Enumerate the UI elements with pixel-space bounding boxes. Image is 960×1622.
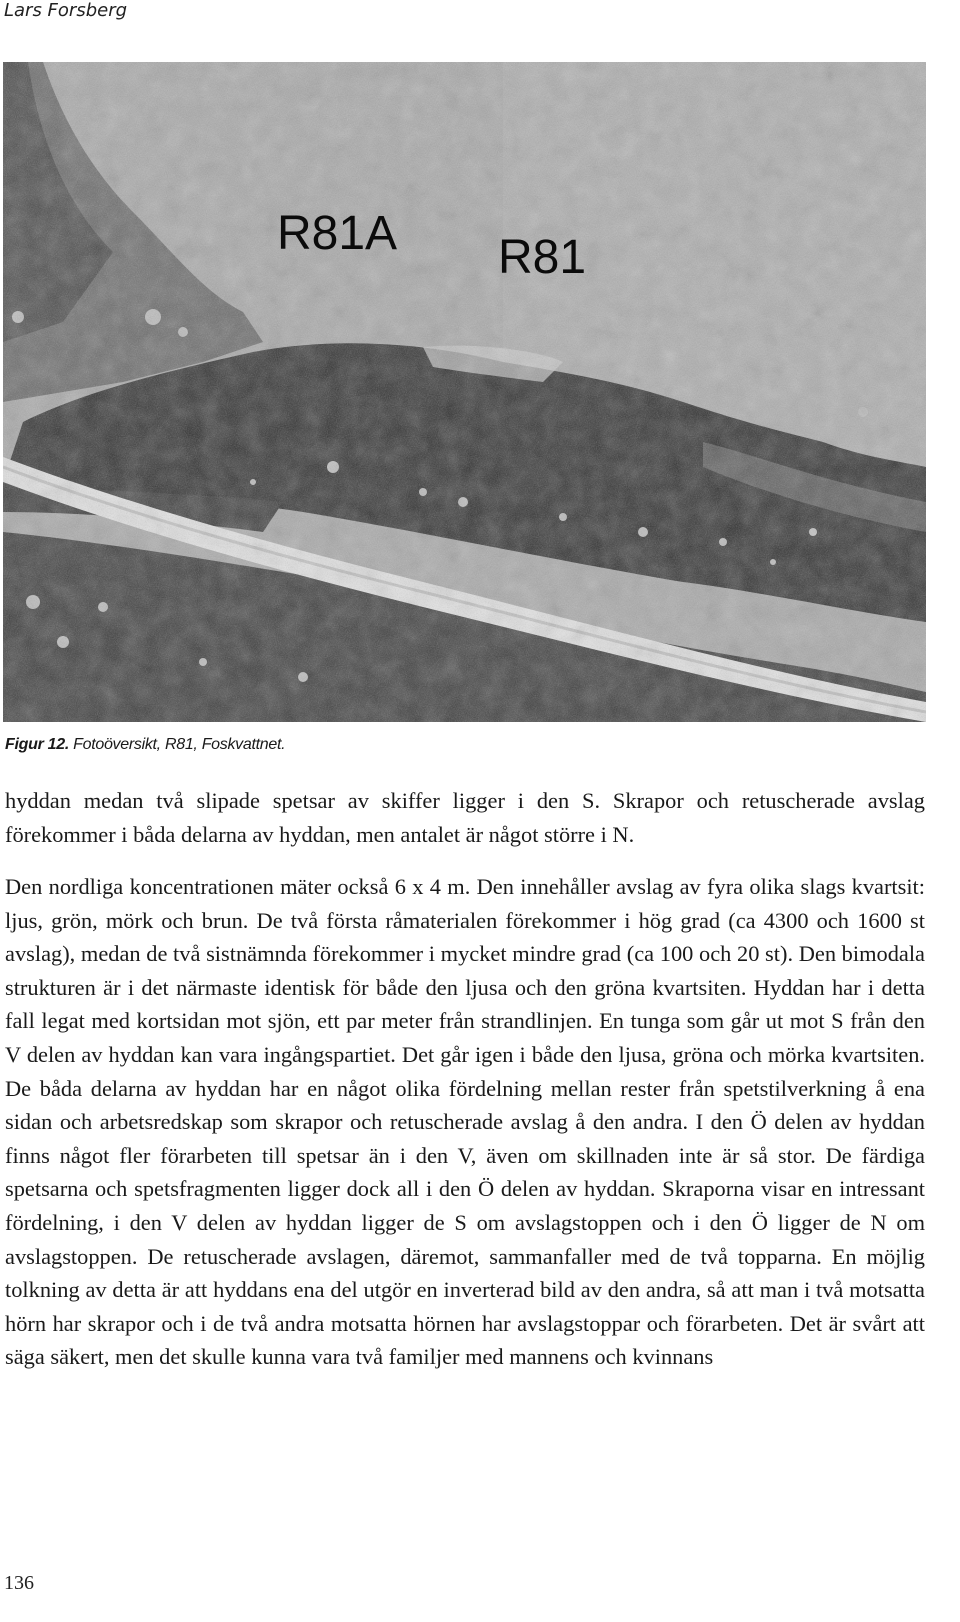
figure-caption-text: Fotoöversikt, R81, Foskvattnet. <box>68 736 286 753</box>
paragraph-1: hyddan medan två slipade spetsar av skiffer ligger i den S. Skrapor och retuscherade avslag förekommer i båda delarna av hyddan, men antalet är något större i N. <box>5 788 925 847</box>
paragraph-2: Den nordliga koncentrationen mäter också 6 x 4 m. Den innehåller avslag av fyra olika slags kvartsit: ljus, grön, mörk och brun. De två första råmaterialen förekommer i hög grad (ca 4300 och 1600 st avslag), medan de två sistnämnda förekommer i mycket mindre grad (ca 100 och 20 st). Den bimodala strukturen är i det närmaste identisk för både den ljusa och den gröna kvartsiten. Hyddan har i detta fall legat med kortsidan mot sjön, ett par meter från strandlinjen. En tunga som går ut mot S från den V delen av hyddan kan vara ingångspartiet. Det går igen i både den ljusa, gröna och mörka kvartsiten. De båda delarna av hyddan har en något olika fördelning mellan rester från spetstilverkning å ena sidan och arbetsredskap som skrapor och retuscherade avslag å den andra. I den Ö delen av hyddan finns något fler förarbeten till spetsar än i den V, även om skillnaden inte är så stor. De färdiga spetsarna och spetsfragmenten ligger dock all i den Ö delen av hyddan. Skraporna visar en intressant fördelning, i den V delen av hyddan ligger de S om avslagstoppen och i den Ö ligger de N om avslagstoppen. De retuscherade avslagen, däremot, sammanfaller med de två topparna. En möjlig tolkning av detta är att hyddans ena del utgör en inverterad bild av den andra, så att man i två motsatta hörn har skrapor och i de två andra motsatta hörnen har avslagstoppar och förarbeten. Det är svårt att säga säkert, men det skulle kunna vara två familjer med mannens och kvinnans <box>5 874 925 1370</box>
aerial-photo-figure <box>3 62 926 722</box>
site-label-r81a: R81A <box>277 207 398 260</box>
figure-caption-label: Figur 12. <box>5 736 69 753</box>
figure-caption <box>5 736 285 754</box>
site-label-r81: R81 <box>498 231 587 284</box>
photo-illustration <box>3 62 926 722</box>
page-number: 136 <box>4 1572 34 1594</box>
running-head-author: Lars Forsberg <box>4 0 128 21</box>
